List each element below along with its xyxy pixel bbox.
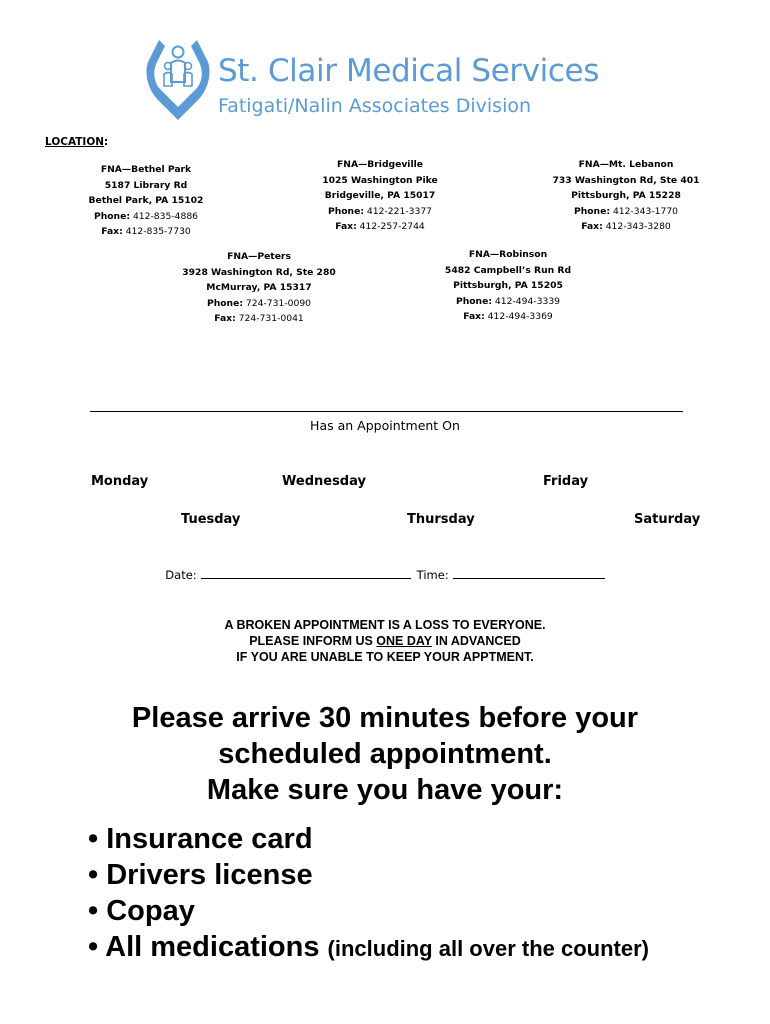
- warning-line-1: A BROKEN APPOINTMENT IS A LOSS TO EVERYONE.: [224, 618, 546, 632]
- bullet: •: [88, 931, 99, 963]
- warning-line-2-start: PLEASE INFORM US: [249, 634, 377, 648]
- bring-checklist: [88, 821, 649, 967]
- item-insurance-card: Insurance card: [106, 823, 313, 855]
- phone-number: 724-731-0090: [245, 297, 312, 309]
- logo-title: St. Clair Medical Services: [218, 53, 599, 89]
- fax-label: Fax:: [214, 313, 236, 324]
- phone-number: 412-494-3339: [494, 295, 561, 307]
- warning-line-3: IF YOU ARE UNABLE TO KEEP YOUR APPTMENT.: [236, 650, 534, 664]
- day-monday: Monday: [91, 474, 149, 489]
- phone-number: 412-835-4886: [132, 210, 199, 222]
- office-street: 733 Washington Rd, Ste 401: [552, 174, 700, 186]
- office-fax: [89, 224, 204, 240]
- family-in-hands-logo-icon: [145, 34, 211, 120]
- bullet: •: [88, 895, 99, 927]
- fax-label: Fax:: [463, 311, 485, 322]
- date-time-row: [0, 567, 770, 582]
- arrive-line-2: scheduled appointment.: [218, 738, 552, 770]
- location-label-text: LOCATION: [45, 136, 105, 148]
- office-street: 1025 Washington Pike: [322, 174, 438, 186]
- arrival-instructions: [0, 700, 770, 808]
- item-all-medications: All medications: [105, 931, 320, 963]
- fax-number: 412-343-3280: [605, 221, 671, 232]
- list-item: [88, 929, 649, 967]
- logo-subtitle: Fatigati/Nalin Associates Division: [218, 95, 532, 117]
- medications-note: (including all over the counter): [327, 936, 650, 961]
- phone-label: Phone:: [93, 210, 131, 222]
- office-phone: [552, 204, 699, 220]
- warning-one-day: ONE DAY: [376, 634, 432, 648]
- item-copay: Copay: [106, 895, 195, 927]
- item-drivers-license: Drivers license: [106, 859, 313, 891]
- office-street: 3928 Washington Rd, Ste 280: [182, 266, 336, 278]
- date-label: Date:: [165, 568, 197, 582]
- date-blank-line[interactable]: [201, 567, 411, 579]
- bullet: •: [88, 823, 99, 855]
- office-street: 5482 Campbell’s Run Rd: [444, 264, 572, 276]
- location-label: [45, 137, 108, 148]
- office-street: 5187 Library Rd: [104, 179, 188, 191]
- list-item: [88, 893, 649, 929]
- day-tuesday: Tuesday: [181, 512, 241, 527]
- fax-label: Fax:: [335, 221, 357, 232]
- arrive-line-1: Please arrive 30 minutes before your: [131, 702, 639, 734]
- time-blank-line[interactable]: [453, 567, 605, 579]
- phone-number: 412-221-3377: [366, 205, 433, 217]
- fax-number: 412-257-2744: [359, 221, 425, 232]
- location-label-colon: :: [104, 136, 109, 148]
- phone-label: Phone:: [206, 297, 244, 309]
- office-fax: [322, 219, 437, 235]
- time-label: Time:: [416, 568, 449, 582]
- office-bridgeville: [322, 157, 437, 235]
- office-city: Bridgeville, PA 15017: [324, 190, 436, 201]
- office-bethel-park: [89, 162, 204, 240]
- day-saturday: Saturday: [634, 512, 701, 527]
- office-mt-lebanon: [552, 157, 699, 235]
- office-city: Bethel Park, PA 15102: [88, 195, 204, 206]
- list-item: [88, 857, 649, 893]
- bullet: •: [88, 859, 99, 891]
- broken-appointment-warning: [0, 617, 770, 665]
- list-item: [88, 821, 649, 857]
- phone-number: 412-343-1770: [612, 205, 679, 217]
- fax-number: 412-494-3369: [487, 311, 553, 322]
- office-phone: [89, 209, 204, 225]
- warning-line-2-end: IN ADVANCED: [431, 634, 521, 648]
- fax-label: Fax:: [101, 226, 123, 237]
- office-phone: [322, 204, 437, 220]
- office-fax: [552, 219, 699, 235]
- fax-number: 412-835-7730: [125, 226, 191, 237]
- office-name: FNA—Mt. Lebanon: [578, 159, 674, 170]
- fax-number: 724-731-0041: [238, 313, 304, 324]
- phone-label: Phone:: [327, 205, 365, 217]
- day-thursday: Thursday: [407, 512, 475, 527]
- day-friday: Friday: [543, 474, 589, 489]
- patient-name-line[interactable]: [90, 411, 683, 412]
- office-name: FNA—Bethel Park: [100, 164, 192, 175]
- office-robinson: [445, 247, 571, 325]
- office-peters: [182, 249, 335, 327]
- office-fax: [182, 311, 335, 327]
- appointment-heading: Has an Appointment On: [310, 418, 460, 433]
- arrive-line-3: Make sure you have your:: [206, 774, 564, 806]
- office-city: Pittsburgh, PA 15205: [453, 280, 563, 291]
- fax-label: Fax:: [581, 221, 603, 232]
- phone-label: Phone:: [455, 295, 493, 307]
- office-fax: [445, 309, 571, 325]
- office-phone: [182, 296, 335, 312]
- day-wednesday: Wednesday: [282, 474, 366, 489]
- phone-label: Phone:: [573, 205, 611, 217]
- office-name: FNA—Bridgeville: [336, 159, 423, 170]
- office-name: FNA—Robinson: [468, 249, 548, 260]
- office-city: McMurray, PA 15317: [206, 282, 312, 293]
- office-phone: [445, 294, 571, 310]
- office-city: Pittsburgh, PA 15228: [571, 190, 681, 201]
- office-name: FNA—Peters: [227, 251, 291, 262]
- warning-line-2: [0, 633, 770, 649]
